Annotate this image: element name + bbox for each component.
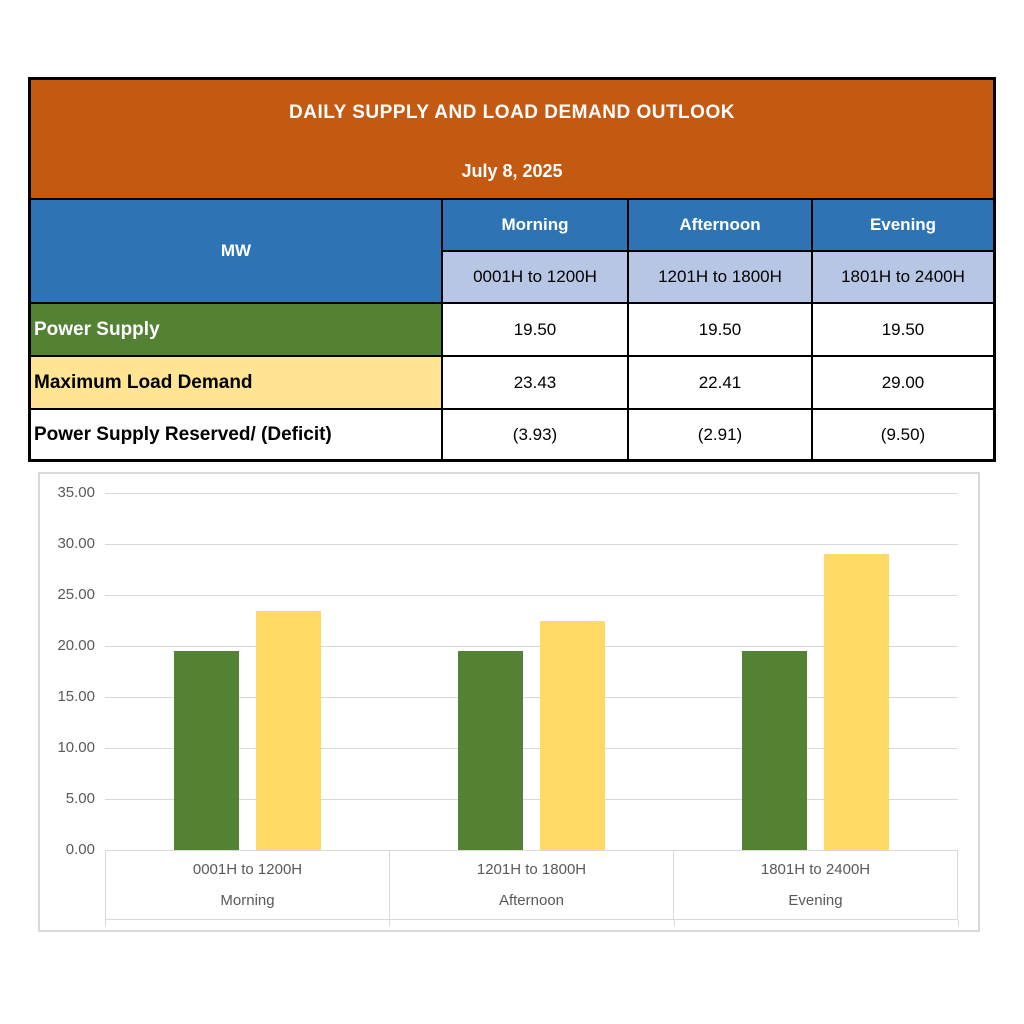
row-label-max-load-demand: Maximum Load Demand [31,355,441,408]
y-tick-label: 20.00 [57,637,95,654]
bar-power-supply [742,651,807,850]
y-tick-label: 30.00 [57,535,95,552]
x-axis-tick-mark [389,920,390,926]
table-date: July 8, 2025 [461,161,563,181]
x-axis-tick-mark [105,920,106,926]
bar-chart [38,472,980,932]
column-header-morning: Morning [441,198,627,250]
x-range-label: 1801H to 2400H [760,861,871,878]
y-tick-label: 0.00 [65,841,95,858]
column-header-afternoon: Afternoon [627,198,811,250]
bar-maximum-load-demand [540,621,605,850]
value-power-supply-morning: 19.50 [441,302,627,355]
bar-power-supply [458,651,523,850]
bar-maximum-load-demand [824,554,889,850]
x-range-label: 0001H to 1200H [192,861,303,878]
value-max-load-evening: 29.00 [811,355,993,408]
row-label-reserve-deficit: Power Supply Reserved/ (Deficit) [31,408,441,459]
chart-plot-area [40,474,978,930]
x-axis-label-area [105,850,958,920]
x-range-label: 1201H to 1800H [476,861,587,878]
value-reserve-evening: (9.50) [811,408,993,459]
x-axis-category-cell [673,851,957,919]
y-tick-label: 25.00 [57,586,95,603]
value-power-supply-evening: 19.50 [811,302,993,355]
value-max-load-afternoon: 22.41 [627,355,811,408]
value-power-supply-afternoon: 19.50 [627,302,811,355]
x-period-label: Morning [220,892,275,909]
value-max-load-morning: 23.43 [441,355,627,408]
column-range-afternoon: 1201H to 1800H [627,250,811,302]
value-reserve-afternoon: (2.91) [627,408,811,459]
x-axis-category-cell [389,851,673,919]
column-range-morning: 0001H to 1200H [441,250,627,302]
grid-line [105,544,958,545]
y-tick-label: 35.00 [57,484,95,501]
daily-outlook-table [28,77,996,462]
value-reserve-morning: (3.93) [441,408,627,459]
x-axis-tick-mark [674,920,675,926]
column-header-evening: Evening [811,198,993,250]
x-axis-category-cell [106,851,389,919]
grid-line [105,493,958,494]
x-period-label: Evening [788,892,843,909]
x-axis-tick-mark [958,920,959,926]
table-title-banner [31,80,993,198]
y-tick-label: 15.00 [57,688,95,705]
table-title: DAILY SUPPLY AND LOAD DEMAND OUTLOOK [289,102,735,123]
x-period-label: Afternoon [498,892,565,909]
bar-power-supply [174,651,239,850]
unit-header-cell: MW [31,198,441,302]
row-label-power-supply: Power Supply [31,302,441,355]
bar-maximum-load-demand [256,611,321,850]
column-range-evening: 1801H to 2400H [811,250,993,302]
y-tick-label: 5.00 [65,790,95,807]
y-tick-label: 10.00 [57,739,95,756]
